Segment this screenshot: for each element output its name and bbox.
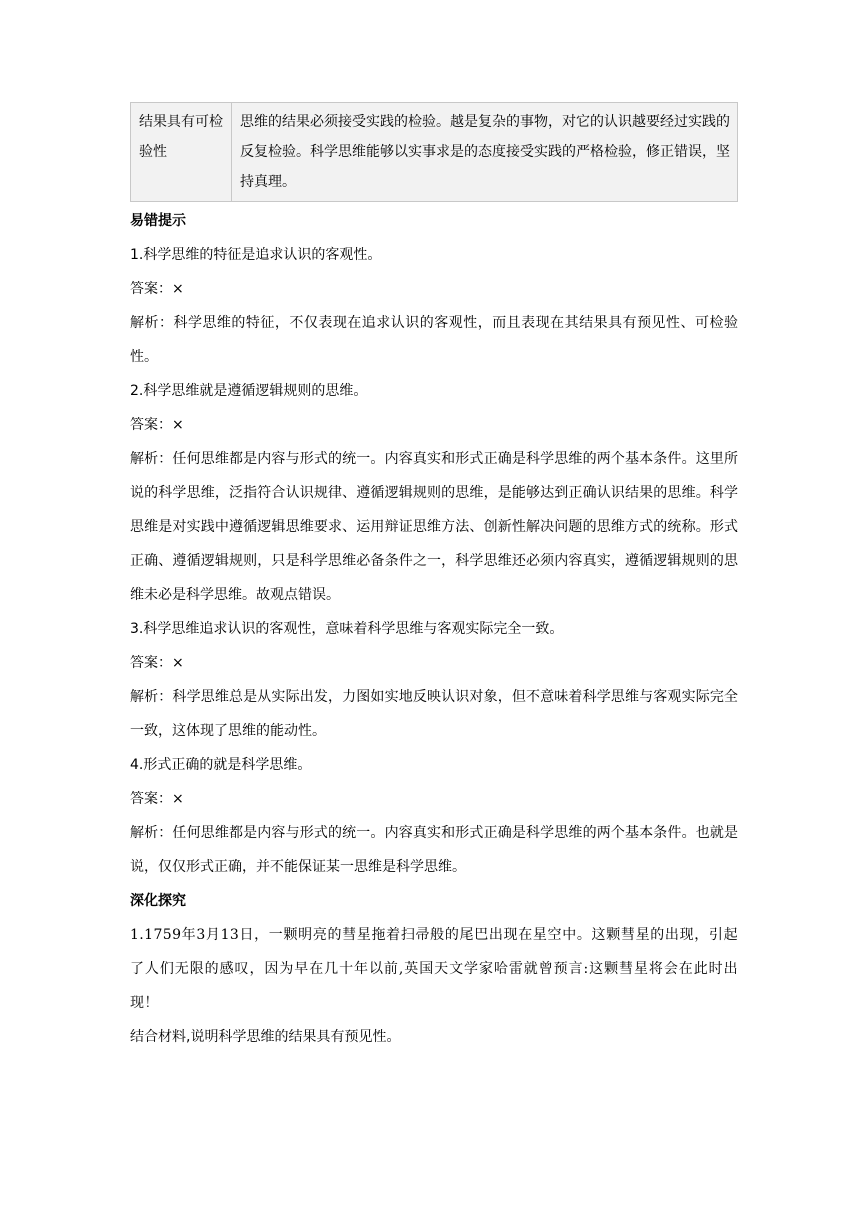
question-2: 2.科学思维就是遵循逻辑规则的思维。 (130, 383, 368, 399)
table-cell-content: 思维的结果必须接受实践的检验。越是复杂的事物，对它的认识越要经过实践的反复检验。科学思维能够以实事求是的态度接受实践的严格检验，修正错误，坚持真理。 (232, 103, 738, 202)
table-cell-label: 结果具有可检验性 (131, 103, 232, 202)
analysis-3: 解析：科学思维总是从实际出发，力图如实地反映认识对象，但不意味着科学思维与客观实际完全一致，这体现了思维的能动性。 (130, 689, 738, 739)
answer-1: 答案：× (130, 281, 184, 297)
analysis-4: 解析：任何思维都是内容与形式的统一。内容真实和形式正确是科学思维的两个基本条件。也就是说，仅仅形式正确，并不能保证某一思维是科学思维。 (130, 825, 738, 875)
question-4: 4.形式正确的就是科学思维。 (130, 757, 312, 773)
document-content (130, 102, 738, 1054)
answer-3: 答案：× (130, 655, 184, 671)
question-1: 1.科学思维的特征是追求认识的客观性。 (130, 247, 382, 263)
inquiry-material: 1.1759年3月13日，一颗明亮的彗星拖着扫帚般的尾巴出现在星空中。这颗彗星的出现，引起了人们无限的感叹，因为早在几十年以前,英国天文学家哈雷就曾预言:这颗彗星将会在此时出现！ (130, 927, 738, 1011)
feature-table (130, 102, 738, 202)
analysis-2: 解析：任何思维都是内容与形式的统一。内容真实和形式正确是科学思维的两个基本条件。这里所说的科学思维，泛指符合认识规律、遵循逻辑规则的思维，是能够达到正确认识结果的思维。科学思维是对实践中遵循逻辑思维要求、运用辩证思维方法、创新性解决问题的思维方式的统称。形式正确、遵循逻辑规则，只是科学思维必备条件之一，科学思维还必须内容真实，遵循逻辑规则的思维未必是科学思维。故观点错误。 (130, 451, 738, 603)
analysis-1: 解析：科学思维的特征，不仅表现在追求认识的客观性，而且表现在其结果具有预见性、可检验性。 (130, 315, 738, 365)
inquiry-question: 结合材料,说明科学思维的结果具有预见性。 (130, 1029, 401, 1045)
deep-inquiry-heading: 深化探究 (130, 893, 186, 909)
body-text (130, 204, 738, 1054)
answer-4: 答案：× (130, 791, 184, 807)
error-tips-heading: 易错提示 (130, 213, 186, 229)
question-3: 3.科学思维追求认识的客观性，意味着科学思维与客观实际完全一致。 (130, 621, 564, 637)
table-row (131, 103, 738, 202)
answer-2: 答案：× (130, 417, 184, 433)
